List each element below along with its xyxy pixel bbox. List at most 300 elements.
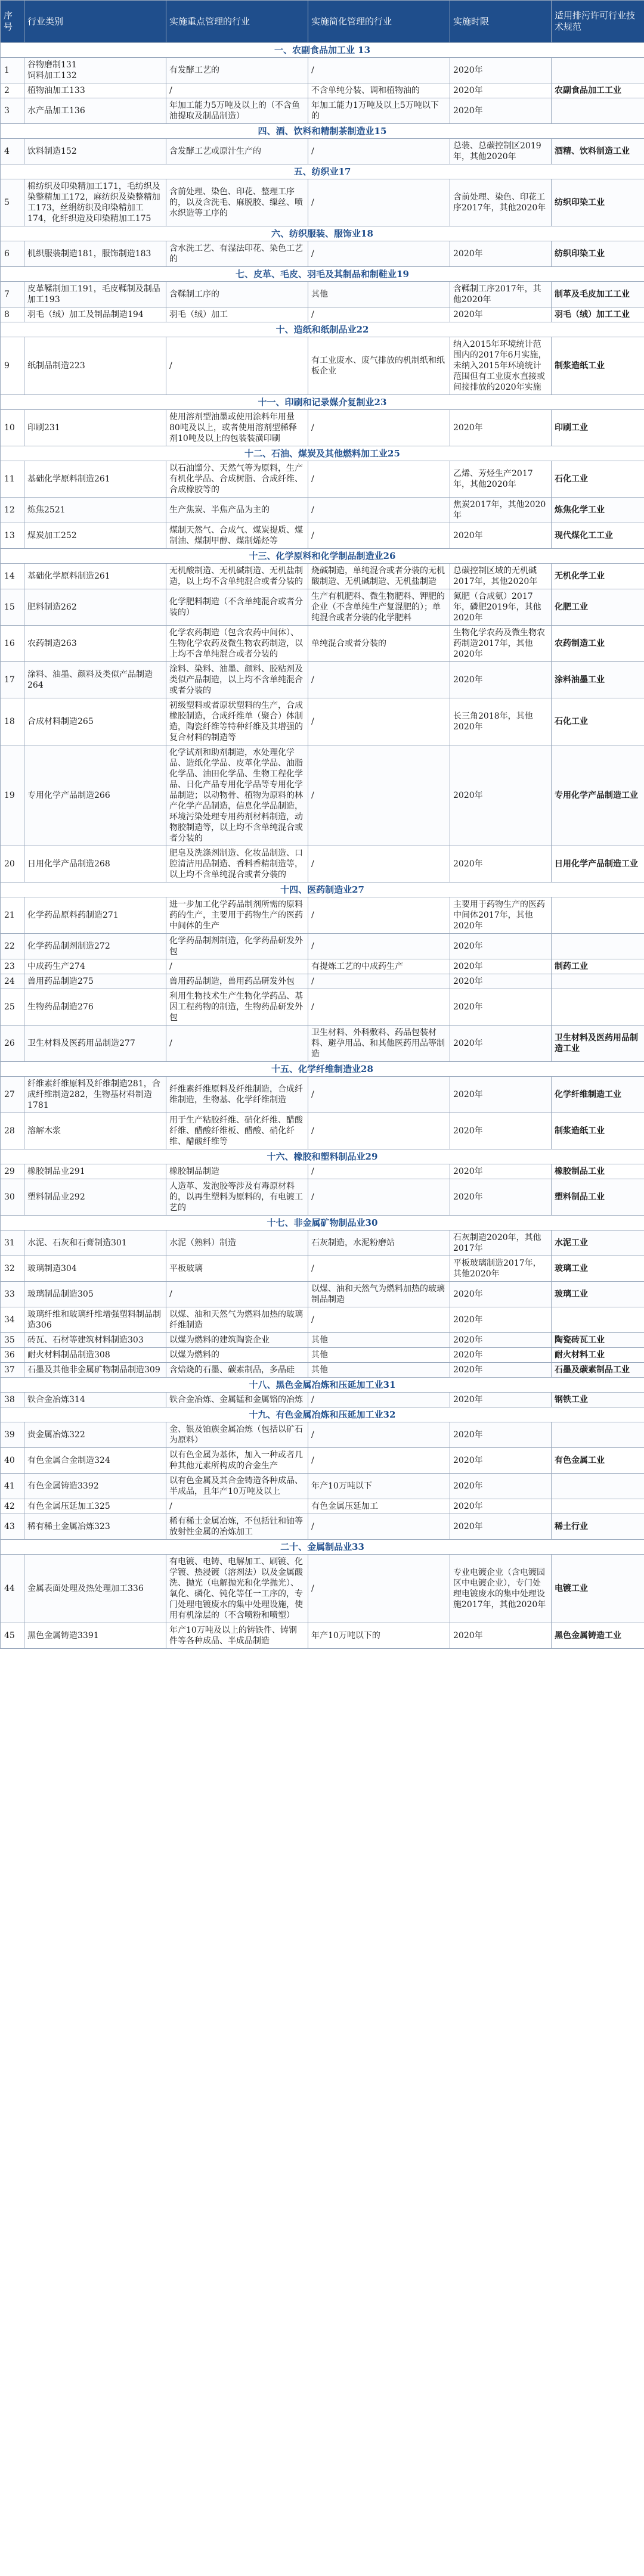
industry-category: 羽毛（绒）加工及制品制造194 — [24, 307, 166, 322]
technical-spec: 石化工业 — [552, 461, 644, 498]
industry-category: 中成药生产274 — [24, 959, 166, 974]
table-row — [1, 1307, 644, 1333]
table-row — [1, 139, 644, 164]
simplified-management: 以煤、油和天然气为燃料加热的玻璃制品制造 — [308, 1282, 450, 1307]
table-row — [1, 1363, 644, 1378]
technical-spec — [552, 1422, 644, 1448]
row-number: 16 — [1, 626, 24, 662]
technical-spec: 无机化学工业 — [552, 564, 644, 589]
industry-category: 谷物磨制131 饲料加工132 — [24, 58, 166, 83]
simplified-management: 不含单纯分装、调和植物油的 — [308, 83, 450, 98]
simplified-management: / — [308, 1077, 450, 1113]
technical-spec: 现代煤化工工业 — [552, 523, 644, 549]
deadline: 2020年 — [450, 1499, 552, 1514]
technical-spec: 稀土行业 — [552, 1514, 644, 1540]
simplified-management: 烧碱制造，单纯混合或者分装的无机酸制造、无机碱制造、无机盐制造 — [308, 564, 450, 589]
key-management: 生产焦炭、半焦产品为主的 — [166, 498, 308, 523]
deadline: 2020年 — [450, 98, 552, 124]
key-management: 化学药品制剂制造，化学药品研发外包 — [166, 934, 308, 959]
deadline: 2020年 — [450, 1623, 552, 1649]
section-title: 七、皮革、毛皮、羽毛及其制品和制鞋业19 — [1, 267, 644, 282]
technical-spec: 有色金属工业 — [552, 1448, 644, 1474]
deadline: 2020年 — [450, 662, 552, 698]
row-number: 33 — [1, 1282, 24, 1307]
industry-category: 农药制造263 — [24, 626, 166, 662]
header-cell: 序号 — [1, 1, 24, 43]
section-row — [1, 1378, 644, 1393]
deadline: 2020年 — [450, 1179, 552, 1216]
simplified-management: 有色金属压延加工 — [308, 1499, 450, 1514]
technical-spec — [552, 98, 644, 124]
header-cell: 实施重点管理的行业 — [166, 1, 308, 43]
deadline: 2020年 — [450, 1448, 552, 1474]
technical-spec — [552, 58, 644, 83]
section-row — [1, 1149, 644, 1164]
section-row — [1, 446, 644, 461]
section-title: 十六、橡胶和塑料制品业29 — [1, 1149, 644, 1164]
section-row — [1, 164, 644, 179]
deadline: 2020年 — [450, 745, 552, 846]
section-title: 十一、印刷和记录媒介复制业23 — [1, 395, 644, 410]
deadline: 2020年 — [450, 846, 552, 883]
deadline: 专业电镀企业（含电镀园区中电镀企业），专门处理电镀废水的集中处理设施2017年，其他2020年 — [450, 1555, 552, 1623]
key-management: 进一步加工化学药品制剂所需的原料药的生产，主要用于药物生产的医药中间体的生产 — [166, 897, 308, 934]
row-number: 44 — [1, 1555, 24, 1623]
section-row — [1, 124, 644, 139]
row-number: 13 — [1, 523, 24, 549]
industry-category: 橡胶制品业291 — [24, 1164, 166, 1179]
section-title: 十三、化学原料和化学制品制造业26 — [1, 549, 644, 564]
row-number: 17 — [1, 662, 24, 698]
deadline: 含前处理、染色、印花工序2017年，其他2020年 — [450, 179, 552, 226]
table-row — [1, 698, 644, 745]
simplified-management: / — [308, 139, 450, 164]
table-row — [1, 1623, 644, 1649]
key-management: 以煤为燃料的 — [166, 1348, 308, 1363]
row-number: 41 — [1, 1474, 24, 1499]
section-row — [1, 1216, 644, 1230]
simplified-management: 有工业废水、废气排放的机制纸和纸板企业 — [308, 337, 450, 395]
industry-category: 塑料制品业292 — [24, 1179, 166, 1216]
deadline: 氮肥（合成氨）2017年，磷肥2019年，其他2020年 — [450, 589, 552, 626]
industry-category: 棉纺织及印染精加工171，毛纺织及染整精加工172，麻纺织及染整精加工173，丝绢纺织及印染精加工174，化纤织造及印染精加工175 — [24, 179, 166, 226]
section-row — [1, 1407, 644, 1422]
industry-category: 合成材料制造265 — [24, 698, 166, 745]
industry-category: 机织服装制造181，服饰制造183 — [24, 241, 166, 267]
row-number: 14 — [1, 564, 24, 589]
section-title: 五、纺织业17 — [1, 164, 644, 179]
technical-spec: 玻璃工业 — [552, 1256, 644, 1282]
deadline: 2020年 — [450, 1474, 552, 1499]
section-row — [1, 1062, 644, 1077]
row-number: 1 — [1, 58, 24, 83]
simplified-management: / — [308, 897, 450, 934]
row-number: 40 — [1, 1448, 24, 1474]
key-management: 兽用药品制造，兽用药品研发外包 — [166, 974, 308, 989]
row-number: 3 — [1, 98, 24, 124]
key-management: 煤制天然气、合成气、煤炭提质、煤制油、煤制甲醇、煤制烯烃等 — [166, 523, 308, 549]
simplified-management: / — [308, 1448, 450, 1474]
simplified-management: / — [308, 1422, 450, 1448]
deadline: 2020年 — [450, 1113, 552, 1149]
technical-spec: 水泥工业 — [552, 1230, 644, 1256]
industry-category: 化学药品原料药制造271 — [24, 897, 166, 934]
row-number: 30 — [1, 1179, 24, 1216]
deadline: 2020年 — [450, 959, 552, 974]
section-title: 十七、非金属矿物制品业30 — [1, 1216, 644, 1230]
simplified-management: / — [308, 461, 450, 498]
key-management: 平板玻璃 — [166, 1256, 308, 1282]
deadline: 生物化学农药及微生物农药制造2017年，其他2020年 — [450, 626, 552, 662]
simplified-management: / — [308, 745, 450, 846]
industry-category: 兽用药品制造275 — [24, 974, 166, 989]
section-row — [1, 267, 644, 282]
row-number: 8 — [1, 307, 24, 322]
industry-category: 生物药品制造276 — [24, 989, 166, 1026]
technical-spec: 石墨及碳素制品工业 — [552, 1363, 644, 1378]
technical-spec — [552, 934, 644, 959]
row-number: 20 — [1, 846, 24, 883]
industry-category: 纸制品制造223 — [24, 337, 166, 395]
technical-spec: 化学纤维制造工业 — [552, 1077, 644, 1113]
technical-spec: 陶瓷砖瓦工业 — [552, 1333, 644, 1348]
technical-spec: 涂料油墨工业 — [552, 662, 644, 698]
simplified-management: 石灰制造，水泥粉磨站 — [308, 1230, 450, 1256]
row-number: 4 — [1, 139, 24, 164]
key-management: 肥皂及洗涤剂制造、化妆品制造、口腔清洁用品制造、香料香精制造等，以上均不含单纯混合或者分装的 — [166, 846, 308, 883]
key-management: 橡胶制品制造 — [166, 1164, 308, 1179]
simplified-management: / — [308, 1113, 450, 1149]
row-number: 7 — [1, 282, 24, 307]
key-management: 年加工能力5万吨及以上的（不含鱼油提取及制品制造） — [166, 98, 308, 124]
simplified-management: / — [308, 1393, 450, 1407]
row-number: 31 — [1, 1230, 24, 1256]
deadline: 2020年 — [450, 523, 552, 549]
table-row — [1, 589, 644, 626]
table-row — [1, 1113, 644, 1149]
section-row — [1, 1540, 644, 1555]
technical-spec: 炼焦化学工业 — [552, 498, 644, 523]
row-number: 28 — [1, 1113, 24, 1149]
simplified-management: 其他 — [308, 1333, 450, 1348]
technical-spec: 农药制造工业 — [552, 626, 644, 662]
key-management: 年产10万吨及以上的铸铁件、铸钢件等各种成品、半成品制造 — [166, 1623, 308, 1649]
deadline: 2020年 — [450, 1422, 552, 1448]
technical-spec: 印刷工业 — [552, 410, 644, 446]
header-cell: 实施简化管理的行业 — [308, 1, 450, 43]
industry-category: 卫生材料及医药用品制造277 — [24, 1026, 166, 1062]
section-row — [1, 883, 644, 897]
row-number: 22 — [1, 934, 24, 959]
deadline: 2020年 — [450, 1393, 552, 1407]
simplified-management: 年加工能力1万吨及以上5万吨以下的 — [308, 98, 450, 124]
row-number: 27 — [1, 1077, 24, 1113]
simplified-management: / — [308, 1164, 450, 1179]
table-row — [1, 1333, 644, 1348]
table-row — [1, 1555, 644, 1623]
row-number: 35 — [1, 1333, 24, 1348]
key-management: 化学肥料制造（不含单纯混合或者分装的） — [166, 589, 308, 626]
table-row — [1, 1422, 644, 1448]
deadline: 2020年 — [450, 989, 552, 1026]
table-row — [1, 1514, 644, 1540]
technical-spec — [552, 1307, 644, 1333]
deadline: 含鞣制工序2017年，其他2020年 — [450, 282, 552, 307]
simplified-management: / — [308, 179, 450, 226]
table-row — [1, 1077, 644, 1113]
industry-category: 肥料制造262 — [24, 589, 166, 626]
technical-spec: 电镀工业 — [552, 1555, 644, 1623]
table-row — [1, 846, 644, 883]
deadline: 2020年 — [450, 1348, 552, 1363]
industry-category: 化学药品制剂制造272 — [24, 934, 166, 959]
key-management: / — [166, 337, 308, 395]
technical-spec: 钢铁工业 — [552, 1393, 644, 1407]
deadline: 总碳控制区域的无机碱2017年，其他2020年 — [450, 564, 552, 589]
table-row — [1, 745, 644, 846]
deadline: 2020年 — [450, 241, 552, 267]
deadline: 焦炭2017年，其他2020年 — [450, 498, 552, 523]
row-number: 2 — [1, 83, 24, 98]
deadline: 2020年 — [450, 307, 552, 322]
row-number: 12 — [1, 498, 24, 523]
industry-category: 玻璃纤维和玻璃纤维增强塑料制品制造306 — [24, 1307, 166, 1333]
industry-category: 专用化学产品制造266 — [24, 745, 166, 846]
industry-category: 基础化学原料制造261 — [24, 564, 166, 589]
section-title: 一、农副食品加工业 13 — [1, 43, 644, 58]
row-number: 9 — [1, 337, 24, 395]
table-row — [1, 1448, 644, 1474]
table-row — [1, 58, 644, 83]
simplified-management: / — [308, 934, 450, 959]
simplified-management: 年产10万吨以下 — [308, 1474, 450, 1499]
deadline: 2020年 — [450, 1333, 552, 1348]
row-number: 25 — [1, 989, 24, 1026]
table-row — [1, 179, 644, 226]
key-management: 利用生物技术生产生物化学药品、基因工程药物的制造，生物药品研发外包 — [166, 989, 308, 1026]
key-management: 稀有稀土金属冶炼，不包括钍和铀等放射性金属的冶炼加工 — [166, 1514, 308, 1540]
row-number: 36 — [1, 1348, 24, 1363]
industry-category: 黑色金属铸造3391 — [24, 1623, 166, 1649]
section-title: 十五、化学纤维制造业28 — [1, 1062, 644, 1077]
deadline: 2020年 — [450, 1363, 552, 1378]
header-cell: 行业类别 — [24, 1, 166, 43]
key-management: 有发酵工艺的 — [166, 58, 308, 83]
section-title: 十四、医药制造业27 — [1, 883, 644, 897]
table-row — [1, 1179, 644, 1216]
table-row — [1, 1474, 644, 1499]
technical-spec: 黑色金属铸造工业 — [552, 1623, 644, 1649]
industry-category: 印刷231 — [24, 410, 166, 446]
simplified-management: / — [308, 410, 450, 446]
table-row — [1, 410, 644, 446]
simplified-management: / — [308, 307, 450, 322]
row-number: 38 — [1, 1393, 24, 1407]
industry-category: 石墨及其他非金属矿物制品制造309 — [24, 1363, 166, 1378]
key-management: 金、银及铂族金属冶炼（包括以矿石为原料） — [166, 1422, 308, 1448]
table-row — [1, 523, 644, 549]
key-management: 化学试剂和助剂制造，水处理化学品、造纸化学品、皮革化学品、油脂化学品、油田化学品、生物工程化学品、日化产品专用化学品等专用化学品制造；以动物骨、植物为原料的林产化学产品制造，信息化学品制造，环境污染处理专用药剂材料制造，动物胶制造等，以上均不含单纯混合或者分装的 — [166, 745, 308, 846]
simplified-management: / — [308, 241, 450, 267]
technical-spec: 日用化学产品制造工业 — [552, 846, 644, 883]
section-title: 十二、石油、煤炭及其他燃料加工业25 — [1, 446, 644, 461]
industry-category: 日用化学产品制造268 — [24, 846, 166, 883]
key-management: / — [166, 1026, 308, 1062]
key-management: 含发酵工艺或原汁生产的 — [166, 139, 308, 164]
simplified-management: / — [308, 698, 450, 745]
technical-spec: 纺织印染工业 — [552, 241, 644, 267]
row-number: 15 — [1, 589, 24, 626]
technical-spec — [552, 1474, 644, 1499]
table-row — [1, 1348, 644, 1363]
row-number: 10 — [1, 410, 24, 446]
table-header — [1, 1, 644, 43]
industry-category: 耐火材料制品制造308 — [24, 1348, 166, 1363]
table-row — [1, 897, 644, 934]
technical-spec: 制浆造纸工业 — [552, 1113, 644, 1149]
industry-category: 水泥、石灰和石膏制造301 — [24, 1230, 166, 1256]
industry-category: 煤炭加工252 — [24, 523, 166, 549]
table-row — [1, 934, 644, 959]
simplified-management: 其他 — [308, 1363, 450, 1378]
key-management: 含前处理、染色、印花、整理工序的，以及含洗毛、麻脱胶、缫丝、喷水织造等工序的 — [166, 179, 308, 226]
row-number: 24 — [1, 974, 24, 989]
deadline: 纳入2015年环境统计范围内的2017年6月实施，未纳入2015年环境统计范围但有工业废水直接或间接排放的2020年实施 — [450, 337, 552, 395]
row-number: 18 — [1, 698, 24, 745]
technical-spec: 石化工业 — [552, 698, 644, 745]
simplified-management: 生产有机肥料、微生物肥料、钾肥的企业（不含单纯生产复混肥的）；单纯混合或者分装的化学肥料 — [308, 589, 450, 626]
row-number: 37 — [1, 1363, 24, 1378]
key-management: 无机酸制造、无机碱制造、无机盐制造，以上均不含单纯混合或者分装的 — [166, 564, 308, 589]
key-management: 用于生产粘胶纤维、硝化纤维、醋酸纤维、醋酸纤维板、醋酸、硝化纤维、醋酸纤维等 — [166, 1113, 308, 1149]
table-row — [1, 1026, 644, 1062]
row-number: 34 — [1, 1307, 24, 1333]
simplified-management: / — [308, 1256, 450, 1282]
key-management: 羽毛（绒）加工 — [166, 307, 308, 322]
simplified-management: / — [308, 846, 450, 883]
row-number: 6 — [1, 241, 24, 267]
technical-spec — [552, 989, 644, 1026]
deadline: 2020年 — [450, 934, 552, 959]
simplified-management: / — [308, 58, 450, 83]
section-row — [1, 395, 644, 410]
row-number: 26 — [1, 1026, 24, 1062]
simplified-management: 单纯混合或者分装的 — [308, 626, 450, 662]
row-number: 45 — [1, 1623, 24, 1649]
deadline: 平板玻璃制造2017年，其他2020年 — [450, 1256, 552, 1282]
technical-spec: 酒精、饮料制造工业 — [552, 139, 644, 164]
simplified-management: / — [308, 662, 450, 698]
key-management: 水泥（熟料）制造 — [166, 1230, 308, 1256]
deadline: 2020年 — [450, 974, 552, 989]
table-row — [1, 241, 644, 267]
industry-category: 有色金属压延加工325 — [24, 1499, 166, 1514]
simplified-management: / — [308, 1307, 450, 1333]
section-title: 十、造纸和纸制品业22 — [1, 322, 644, 337]
key-management: 以煤、油和天然气为燃料加热的玻璃纤维制造 — [166, 1307, 308, 1333]
section-row — [1, 43, 644, 58]
key-management: 含水洗工艺、有湿法印花、染色工艺的 — [166, 241, 308, 267]
deadline: 2020年 — [450, 410, 552, 446]
table-row — [1, 1499, 644, 1514]
key-management: 人造革、发泡胶等涉及有毒原材料的，以再生塑料为原料的，有电镀工艺的 — [166, 1179, 308, 1216]
section-title: 十八、黑色金属冶炼和压延加工业31 — [1, 1378, 644, 1393]
key-management: 有电镀、电铸、电解加工、刷镀、化学镀、热浸镀（溶剂法）以及金属酸洗、抛光（电解抛光和化学抛光）、氧化、磷化、钝化等任一工序的，专门处理电镀废水的集中处理设施，使用有机涂层的（不含喷粉和喷塑） — [166, 1555, 308, 1623]
table-body — [1, 43, 644, 1649]
deadline: 2020年 — [450, 83, 552, 98]
key-management: 纤维素纤维原料及纤维制造，合成纤维制造，生物基、化学纤维制造 — [166, 1077, 308, 1113]
technical-spec: 耐火材料工业 — [552, 1348, 644, 1363]
table-row — [1, 83, 644, 98]
table-row — [1, 989, 644, 1026]
industry-category: 水产品加工136 — [24, 98, 166, 124]
key-management: 涂料、染料、油墨、颜料、胶粘剂及类似产品制造，以上均不含单纯混合或者分装的 — [166, 662, 308, 698]
simplified-management: / — [308, 974, 450, 989]
simplified-management: / — [308, 498, 450, 523]
deadline: 总装、总碳控制区2019年，其他2020年 — [450, 139, 552, 164]
section-title: 六、纺织服装、服饰业18 — [1, 226, 644, 241]
table-row — [1, 337, 644, 395]
simplified-management: 其他 — [308, 282, 450, 307]
technical-spec: 制药工业 — [552, 959, 644, 974]
header-cell: 实施时限 — [450, 1, 552, 43]
key-management: / — [166, 1282, 308, 1307]
section-title: 十九、有色金属冶炼和压延加工业32 — [1, 1407, 644, 1422]
section-title: 四、酒、饮料和精制茶制造业15 — [1, 124, 644, 139]
industry-category: 基础化学原料制造261 — [24, 461, 166, 498]
key-management: 铁合金冶炼、金属锰和金属铬的冶炼 — [166, 1393, 308, 1407]
simplified-management: / — [308, 1514, 450, 1540]
key-management: / — [166, 83, 308, 98]
deadline: 2020年 — [450, 1514, 552, 1540]
technical-spec: 制革及毛皮加工工业 — [552, 282, 644, 307]
simplified-management: 年产10万吨以下的 — [308, 1623, 450, 1649]
industry-category: 饮料制造152 — [24, 139, 166, 164]
simplified-management: 有提炼工艺的中成药生产 — [308, 959, 450, 974]
deadline: 2020年 — [450, 1307, 552, 1333]
section-row — [1, 226, 644, 241]
key-management: 含鞣制工序的 — [166, 282, 308, 307]
industry-category: 稀有稀土金属冶炼323 — [24, 1514, 166, 1540]
industry-category: 铁合金冶炼314 — [24, 1393, 166, 1407]
technical-spec — [552, 974, 644, 989]
table-row — [1, 959, 644, 974]
technical-spec — [552, 1499, 644, 1514]
industry-category: 金属表面处理及热处理加工336 — [24, 1555, 166, 1623]
deadline: 石灰制造2020年，其他2017年 — [450, 1230, 552, 1256]
row-number: 23 — [1, 959, 24, 974]
simplified-management: / — [308, 989, 450, 1026]
key-management: 以有色金属为基体，加入一种或者几种其他元素所构成的合金生产 — [166, 1448, 308, 1474]
section-row — [1, 549, 644, 564]
deadline: 2020年 — [450, 1026, 552, 1062]
industry-category: 玻璃制造304 — [24, 1256, 166, 1282]
simplified-management: 卫生材料、外科敷料、药品包装材料、避孕用品、和其他医药用品等制造 — [308, 1026, 450, 1062]
table-row — [1, 498, 644, 523]
technical-spec: 玻璃工业 — [552, 1282, 644, 1307]
key-management: 以煤为燃料的建筑陶瓷企业 — [166, 1333, 308, 1348]
industry-category: 砖瓦、石材等建筑材料制造303 — [24, 1333, 166, 1348]
table-row — [1, 1230, 644, 1256]
key-management: 以石油馏分、天然气等为原料，生产有机化学品、合成树脂、合成纤维、合成橡胶等的 — [166, 461, 308, 498]
deadline: 2020年 — [450, 1077, 552, 1113]
key-management: / — [166, 959, 308, 974]
row-number: 43 — [1, 1514, 24, 1540]
table-row — [1, 662, 644, 698]
industry-category: 溶解木浆 — [24, 1113, 166, 1149]
key-management: 含焙烧的石墨、碳素制品，多晶硅 — [166, 1363, 308, 1378]
key-management: 使用溶剂型油墨或使用涂料年用量80吨及以上，或者使用溶剂型稀释剂10吨及以上的包装装潢印刷 — [166, 410, 308, 446]
